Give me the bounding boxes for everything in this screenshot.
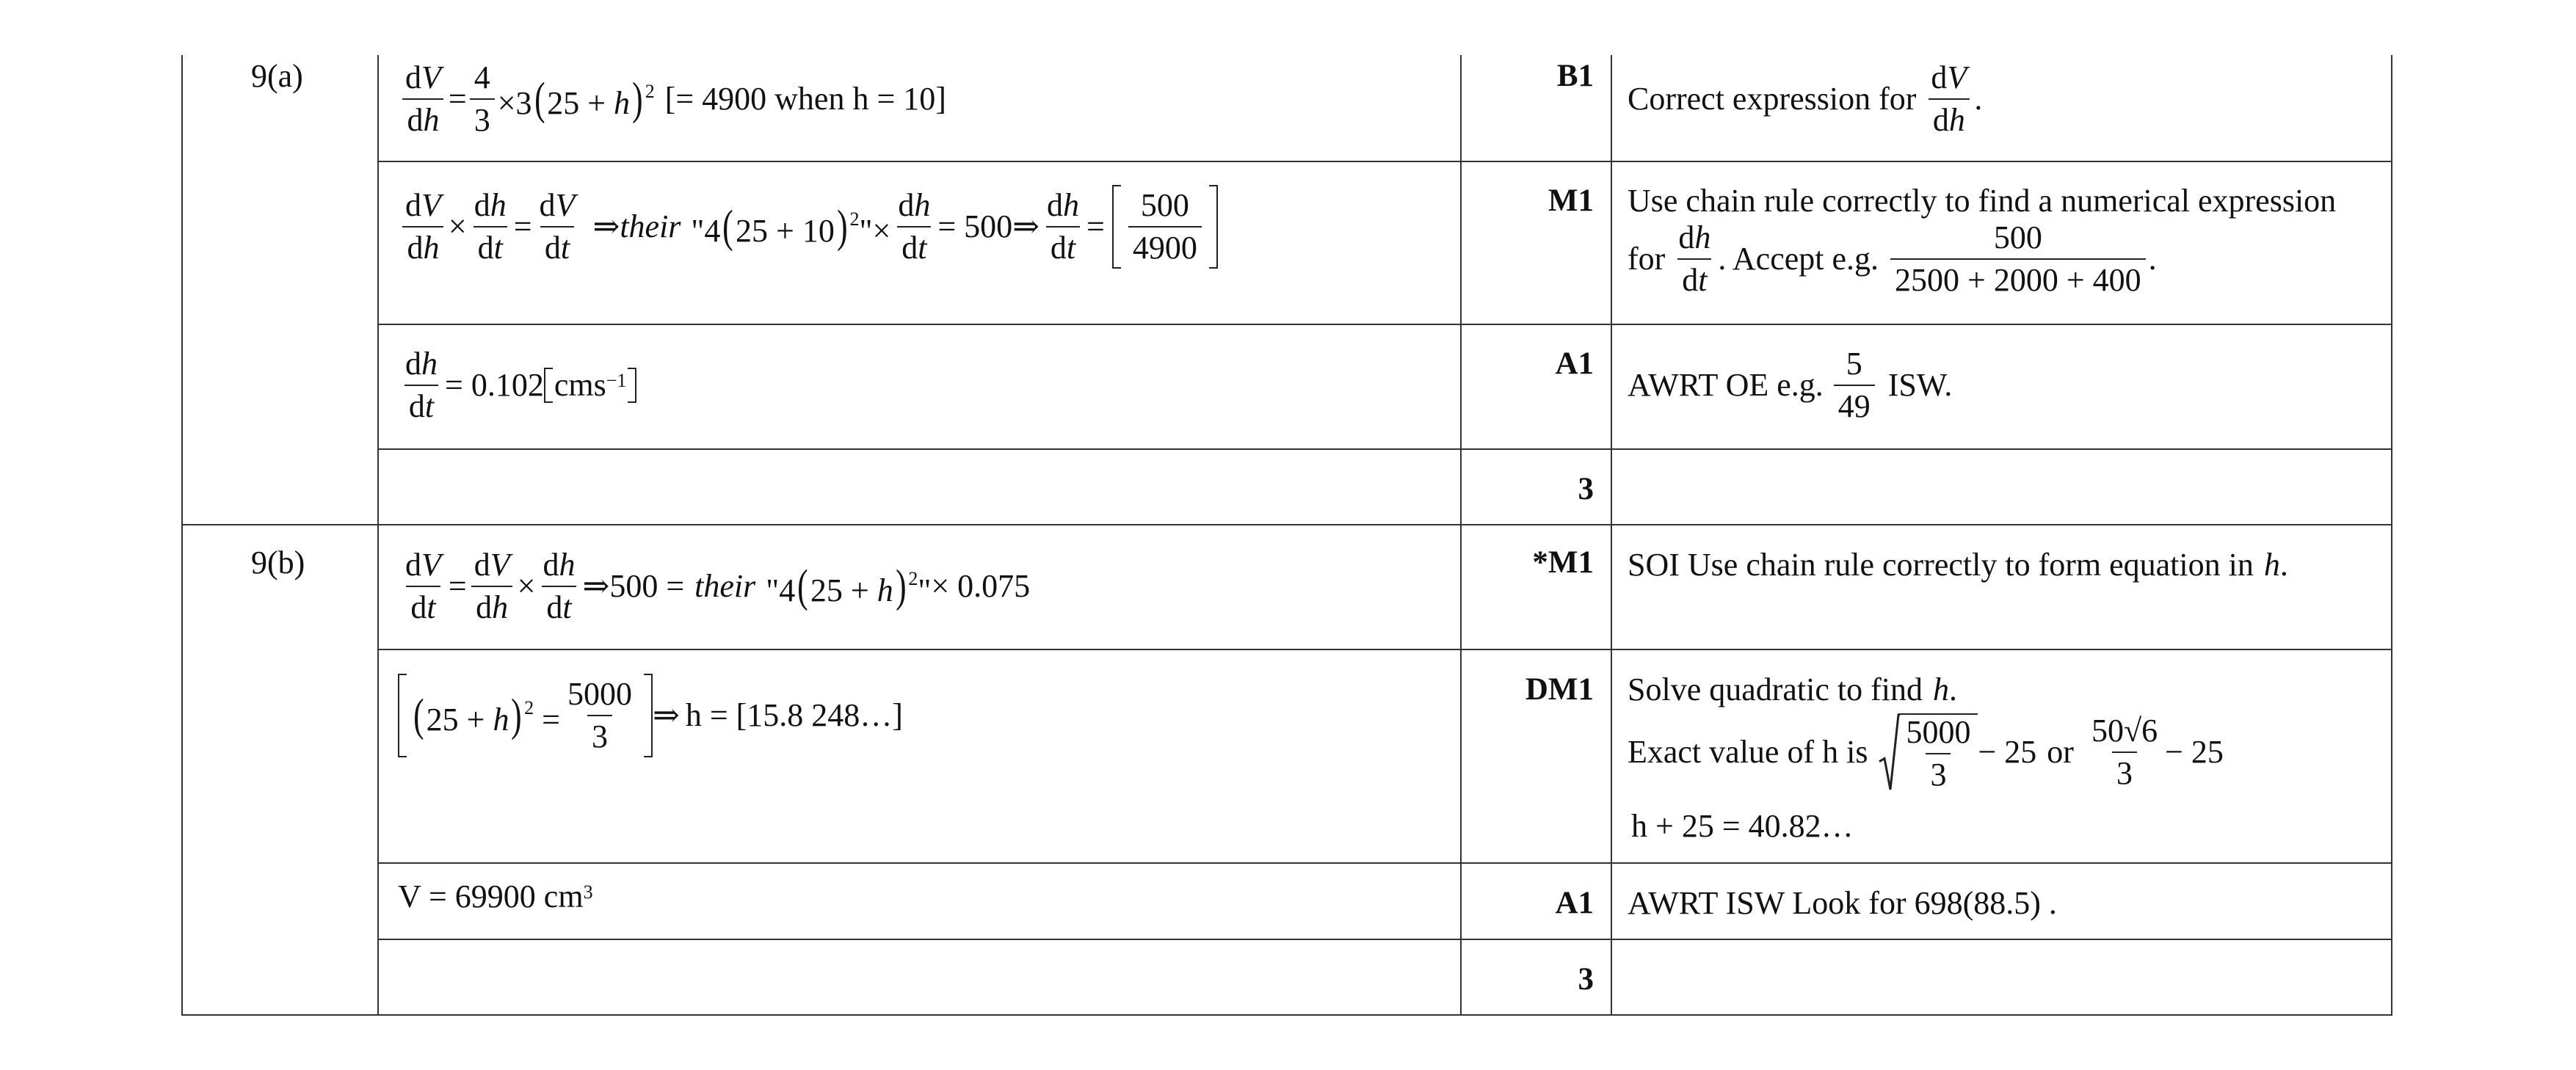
- working-9a-row3: $\frac{dh}{dt}$ = 0.102 cms $^{-1}$: [398, 348, 636, 423]
- answer-value: = 0.102: [445, 367, 544, 403]
- working-9b-row1: $\frac{dV}{dt}$ = $\frac{dV}{dh}$ × $\frac{dh}{dt}$ ⇒ 500 = their "4(25 + h) $^2$" × 0.075: [405, 547, 1031, 625]
- mark-total-9b: 3: [1578, 962, 1594, 997]
- square-root: $\frac{5000}{3}$: [1878, 713, 1978, 791]
- working-9b-row3: V = 69900 cm $^3$: [398, 878, 593, 914]
- working-9a-row1: $\frac{dV}{dh}$ = $\frac{4}{3}$ ×3(25 + h) $^2$ [= 4900 when h = 10]: [398, 62, 946, 137]
- mark-star-m1: *M1: [1532, 545, 1594, 580]
- fraction-denominator: dh: [1929, 98, 1970, 137]
- table-border-left: [181, 55, 183, 1016]
- table-border-bottom: [181, 1014, 2392, 1016]
- row-divider: [377, 939, 2392, 940]
- bracket-denominator: 4900: [1128, 226, 1202, 264]
- answer-unit: cms: [554, 367, 606, 403]
- guidance-9b-row1: SOI Use chain rule correctly to form equation in h .: [1628, 547, 2288, 583]
- their-label: their: [620, 208, 681, 244]
- working-9a-row2: $\frac{dV}{dh}$ × $\frac{dh}{dt}$ = $\frac{dV}{dt}$ ⇒ their "4(25 + 10) $^2$"× $\frac{dh}{dt}$ = 500 ⇒ $\frac{dh}{dt}$ = $\frac{500}{4900}$: [398, 185, 1218, 269]
- mark-total-9a: 3: [1578, 472, 1594, 506]
- guidance-9b-row2-line2: Exact value of h is $\frac{5000}{3}$ − 25 or $\frac{50√6}{3}$ − 25: [1628, 713, 2224, 793]
- working-value: = 500: [937, 208, 1013, 244]
- guidance-9a-row2-line1: Use chain rule correctly to find a numerical expression: [1628, 183, 2337, 219]
- mark-b1: B1: [1556, 59, 1594, 93]
- mark-a1: A1: [1555, 346, 1594, 381]
- question-divider: [181, 524, 2392, 525]
- working-9b-row2: (25 + h) $^2$ = $\frac{5000}{3}$ ⇒ h = [15.8 248…]: [398, 674, 903, 757]
- table-border-marks: [1460, 55, 1462, 1016]
- guidance-9a-row1: Correct expression for $\frac{dV}{dh}$ .: [1628, 59, 1983, 138]
- fraction-numerator: dV: [1931, 59, 1967, 95]
- table-border-working: [377, 55, 379, 1016]
- working-note: [= 4900 when h = 10]: [664, 81, 946, 117]
- guidance-9b-row2-line3: h + 25 = 40.82…: [1631, 808, 1854, 844]
- bracket-numerator: 500: [1140, 187, 1189, 223]
- guidance-9b-row2-line1: Solve quadratic to find h .: [1628, 672, 1958, 707]
- question-label-9b: 9(b): [251, 545, 305, 581]
- working-result: h = [15.8 248…]: [685, 697, 903, 733]
- table-border-right: [2391, 55, 2392, 1016]
- row-divider: [377, 448, 2392, 450]
- table-border-guidance: [1611, 55, 1612, 1016]
- row-divider: [377, 161, 2392, 162]
- question-label-9a: 9(a): [251, 58, 303, 94]
- row-divider: [377, 324, 2392, 325]
- mark-dm1: DM1: [1525, 672, 1594, 707]
- guidance-9a-row3: AWRT OE e.g. $\frac{5}{49}$ ISW.: [1628, 346, 1953, 424]
- mark-m1: M1: [1548, 183, 1594, 218]
- row-divider: [377, 862, 2392, 864]
- mark-a1-9b: A1: [1555, 886, 1594, 920]
- guidance-9b-row3: AWRT ISW Look for 698(88.5) .: [1628, 885, 2057, 921]
- guidance-9a-row2-line2: for $\frac{dh}{dt}$ . Accept e.g. $\frac{500}{2500 + 2000 + 400}$ .: [1628, 219, 2157, 298]
- row-divider: [377, 649, 2392, 650]
